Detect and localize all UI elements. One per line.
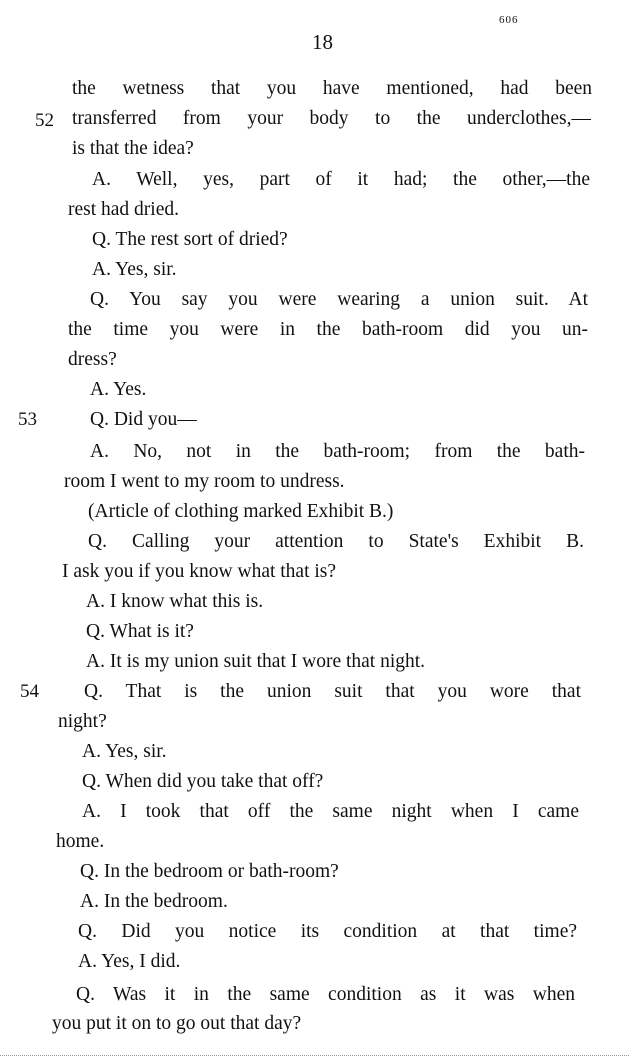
text-line: the wetness that you have mentioned, had been [72,78,592,99]
text-line: Q. Was it in the same condition as it was when [76,984,575,1005]
text-line: rest had dried. [68,199,180,220]
text-line: A. Yes, I did. [78,951,181,972]
text-line: Q. The rest sort of dried? [92,229,288,250]
text-line: A. I took that off the same night when I came [82,801,579,822]
text-line: dress? [68,349,117,370]
text-line: Q. Did you— [90,409,197,430]
text-line: (Article of clothing marked Exhibit B.) [88,501,394,522]
text-line: A. Yes, sir. [92,259,177,280]
text-line: A. Well, yes, part of it had; the other,—the [92,169,590,190]
text-line: night? [58,711,107,732]
page-stamp: 606 [499,14,519,26]
margin-number: 54 [20,681,39,702]
margin-number: 52 [35,110,54,131]
text-line: home. [56,831,105,852]
text-line: room I went to my room to undress. [64,471,345,492]
text-line: A. Yes, sir. [82,741,167,762]
page-number: 18 [312,30,333,54]
text-line: you put it on to go out that day? [52,1013,302,1034]
text-line: Q. That is the union suit that you wore that [84,681,581,702]
text-line: A. In the bedroom. [80,891,228,912]
text-line: A. No, not in the bath-room; from the bath- [90,441,585,462]
text-line: Q. Did you notice its condition at that time? [78,921,577,942]
text-line: is that the idea? [72,138,194,159]
text-line: A. I know what this is. [86,591,264,612]
text-line: Q. In the bedroom or bath-room? [80,861,339,882]
text-line: A. It is my union suit that I wore that night. [86,651,426,672]
bottom-rule [0,1055,629,1056]
text-line: Q. You say you were wearing a union suit. At [90,289,588,310]
text-line: transferred from your body to the underclothes,— [72,108,591,129]
text-line: the time you were in the bath-room did you un- [68,319,588,340]
text-line: Q. When did you take that off? [82,771,324,792]
margin-number: 53 [18,409,37,430]
text-line: Q. What is it? [86,621,194,642]
text-line: I ask you if you know what that is? [62,561,337,582]
text-line: A. Yes. [90,379,147,400]
text-line: Q. Calling your attention to State's Exhibit B. [88,531,584,552]
